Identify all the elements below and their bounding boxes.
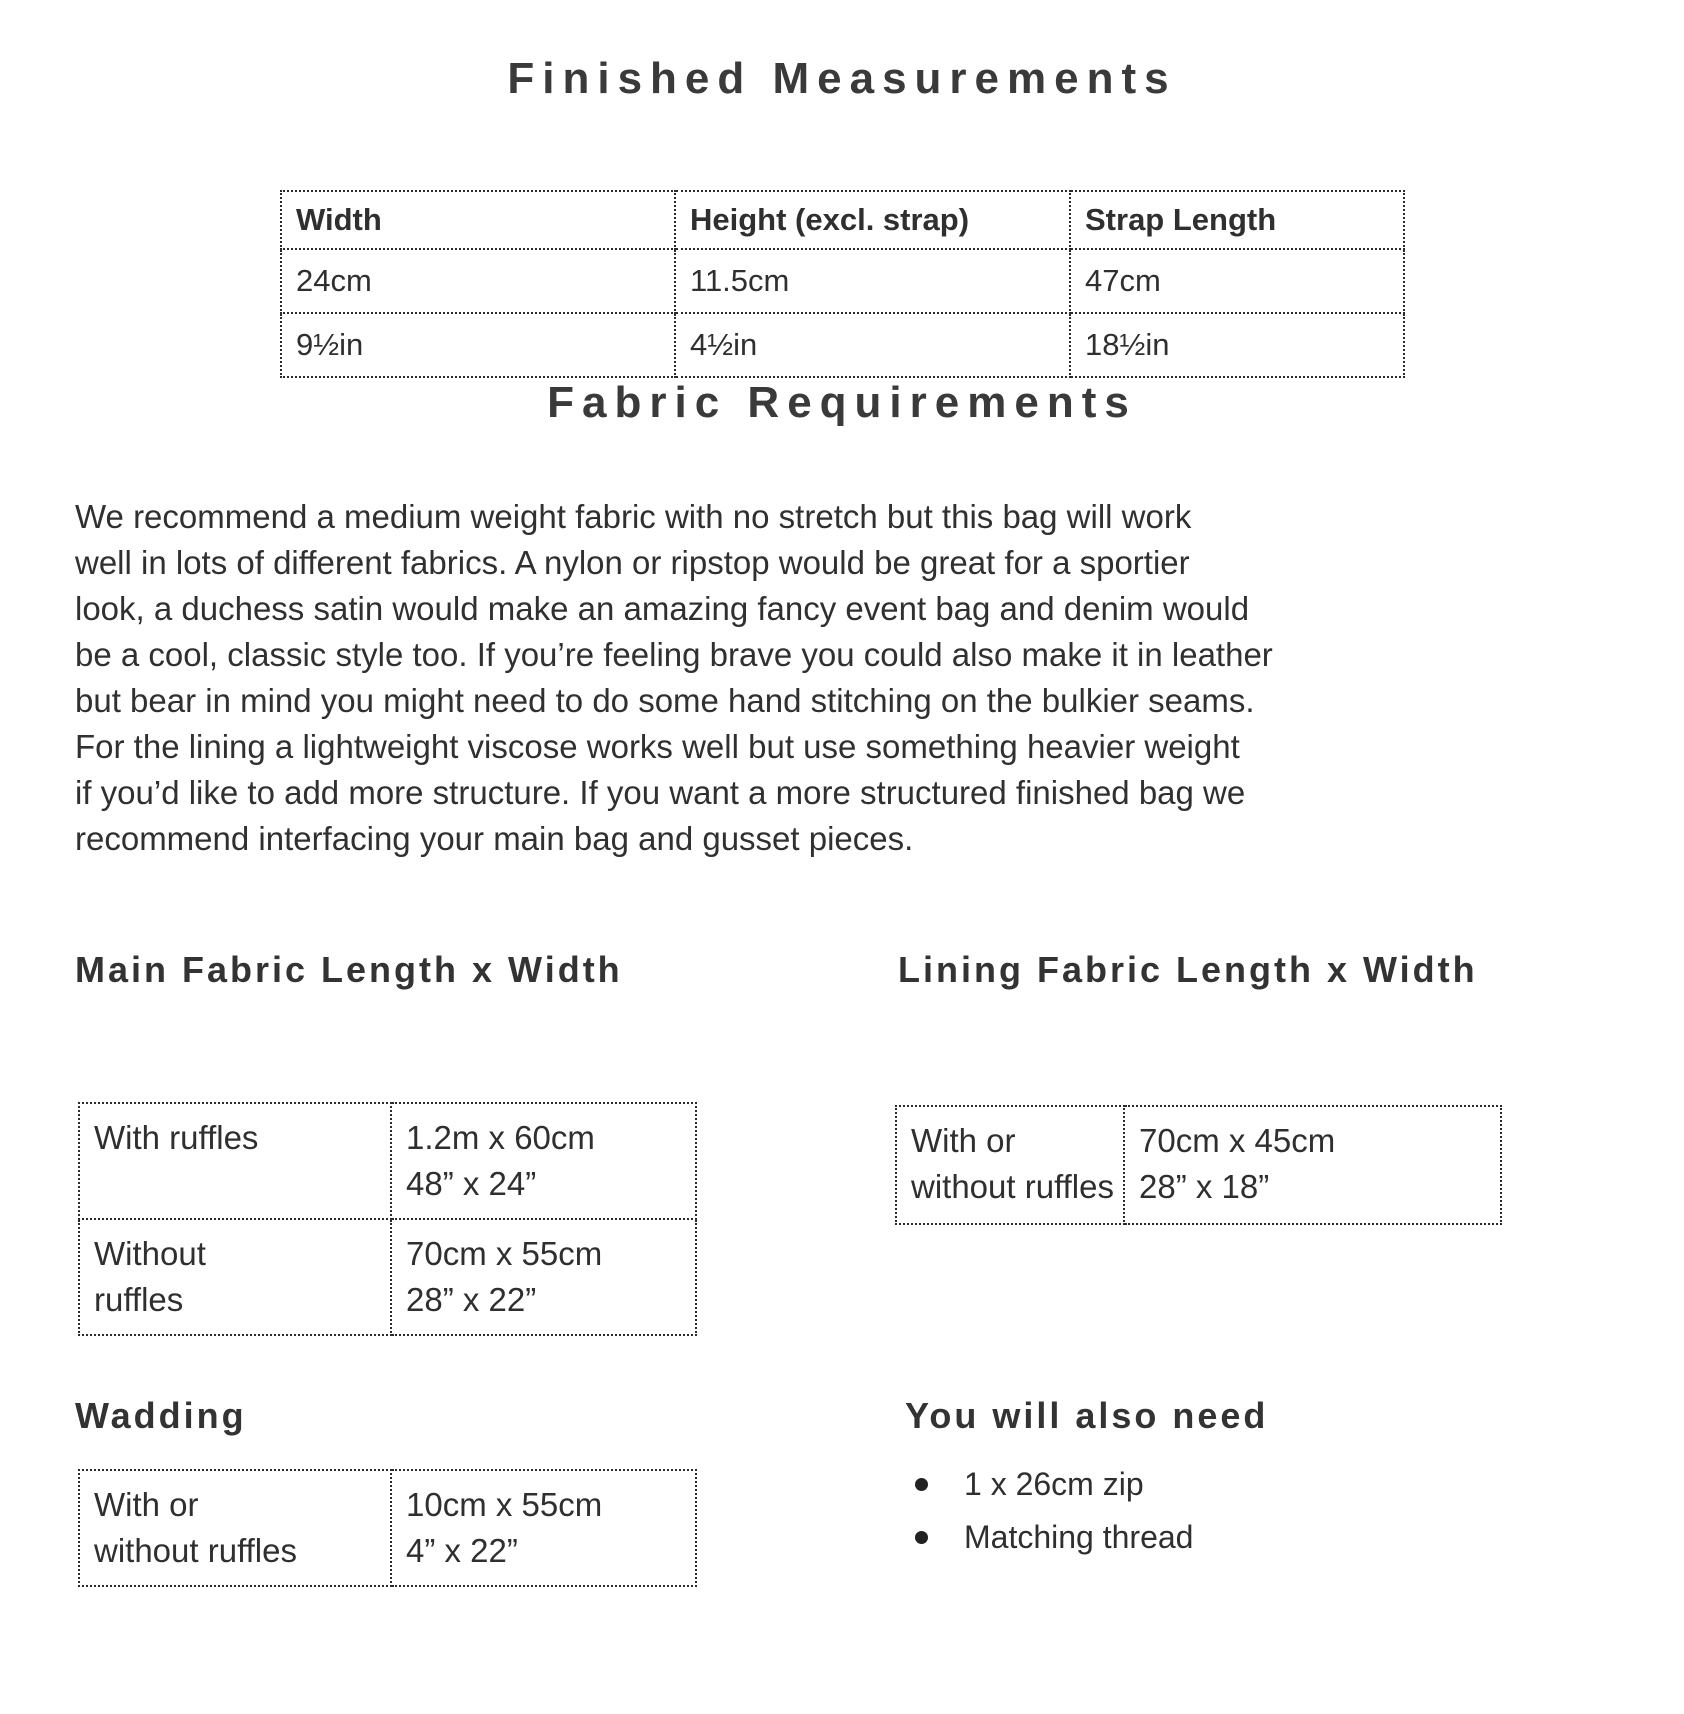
table-row-with-or-without-ruffles	[896, 1106, 1501, 1224]
bullet-icon	[915, 1478, 928, 1491]
fabric-requirements-title: Fabric Requirements	[547, 378, 1137, 427]
lining-fabric-table	[895, 1105, 1502, 1225]
value-line-metric: 70cm x 55cm	[406, 1235, 603, 1272]
height-cm-value: 11.5cm	[675, 249, 1070, 313]
main-fabric-table	[78, 1102, 697, 1336]
paragraph-line: For the lining a lightweight viscose works well but use something heavier weight	[75, 728, 1240, 765]
table-row-without-ruffles	[79, 1219, 696, 1335]
row-value	[391, 1219, 696, 1335]
value-line-imperial: 28” x 22”	[406, 1281, 537, 1318]
strap-cm-value: 47cm	[1070, 249, 1404, 313]
you-will-also-need-title: You will also need	[905, 1395, 1269, 1436]
paragraph-line: but bear in mind you might need to do some hand stitching on the bulkier seams.	[75, 682, 1255, 719]
lining-fabric-title: Lining Fabric Length x Width	[898, 949, 1478, 990]
label-line: With or	[911, 1122, 1016, 1159]
fabric-description	[75, 494, 1635, 862]
paragraph-line: We recommend a medium weight fabric with no stretch but this bag will work	[75, 498, 1192, 535]
list-item	[915, 1464, 1193, 1504]
row-value	[391, 1470, 696, 1586]
value-line-imperial: 4” x 22”	[406, 1532, 518, 1569]
label-line: without ruffles	[911, 1168, 1114, 1205]
value-line-metric: 70cm x 45cm	[1139, 1122, 1336, 1159]
strap-in-value: 18½in	[1070, 313, 1404, 377]
list-item-text: Matching thread	[964, 1519, 1194, 1555]
label-line: With or	[94, 1486, 199, 1523]
value-line-metric: 10cm x 55cm	[406, 1486, 603, 1523]
table-header-row	[281, 191, 1404, 249]
paragraph-line: look, a duchess satin would make an amazing fancy event bag and denim would	[75, 590, 1250, 627]
wadding-title: Wadding	[75, 1395, 247, 1436]
you-will-also-need-list	[915, 1464, 1193, 1570]
table-row-with-or-without-ruffles	[79, 1470, 696, 1586]
list-item-text: 1 x 26cm zip	[964, 1466, 1144, 1502]
table-row-in	[281, 313, 1404, 377]
paragraph-line: if you’d like to add more structure. If you want a more structured finished bag we	[75, 774, 1246, 811]
bullet-icon	[915, 1531, 928, 1544]
value-line-metric: 1.2m x 60cm	[406, 1119, 595, 1156]
row-label	[896, 1106, 1124, 1224]
label-line: With ruffles	[94, 1119, 259, 1156]
paragraph-line: well in lots of different fabrics. A nylon or ripstop would be great for a sportier	[75, 544, 1190, 581]
column-header-width: Width	[281, 191, 675, 249]
label-line: without ruffles	[94, 1532, 297, 1569]
label-line: Without	[94, 1235, 206, 1272]
wadding-table	[78, 1469, 697, 1587]
height-in-value: 4½in	[675, 313, 1070, 377]
column-header-height: Height (excl. strap)	[675, 191, 1070, 249]
row-value	[1124, 1106, 1501, 1224]
row-label	[79, 1219, 391, 1335]
row-label	[79, 1103, 391, 1219]
list-item	[915, 1517, 1193, 1557]
table-row-with-ruffles	[79, 1103, 696, 1219]
width-in-value: 9½in	[281, 313, 675, 377]
row-label	[79, 1470, 391, 1586]
main-fabric-title: Main Fabric Length x Width	[75, 949, 623, 990]
value-line-imperial: 48” x 24”	[406, 1165, 537, 1202]
row-value	[391, 1103, 696, 1219]
column-header-strap-length: Strap Length	[1070, 191, 1404, 249]
finished-measurements-title: Finished Measurements	[507, 54, 1177, 103]
value-line-imperial: 28” x 18”	[1139, 1168, 1270, 1205]
finished-measurements-table	[280, 190, 1405, 378]
paragraph-line: recommend interfacing your main bag and gusset pieces.	[75, 820, 914, 857]
table-row-cm	[281, 249, 1404, 313]
paragraph-line: be a cool, classic style too. If you’re feeling brave you could also make it in leather	[75, 636, 1273, 673]
width-cm-value: 24cm	[281, 249, 675, 313]
label-line: ruffles	[94, 1281, 184, 1318]
